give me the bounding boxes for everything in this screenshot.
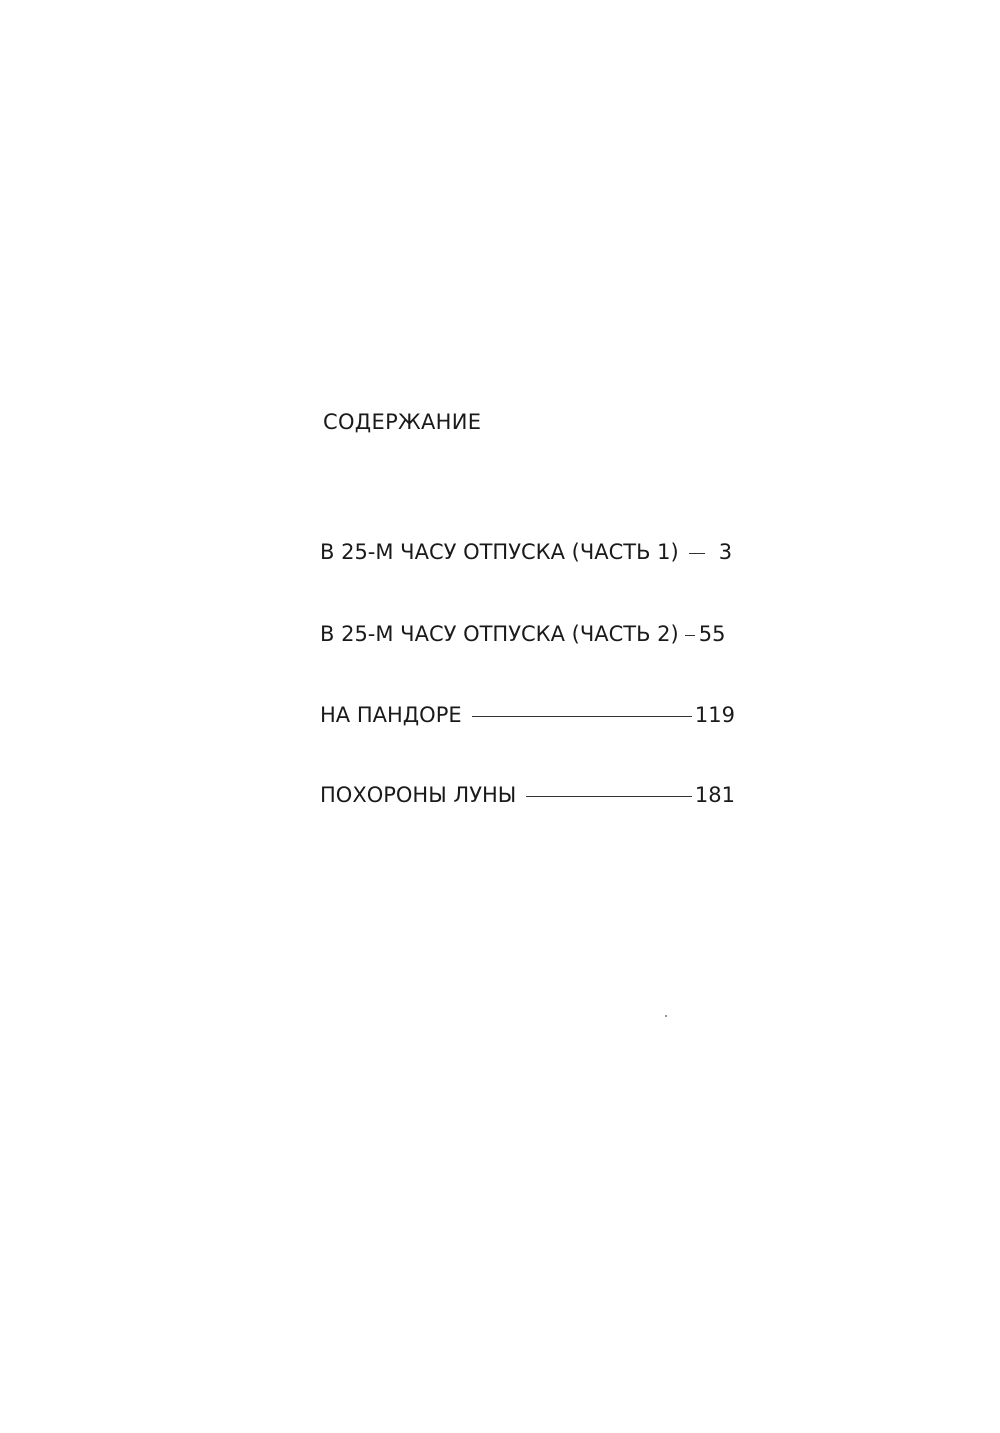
toc-entry[interactable] xyxy=(320,537,735,567)
toc-entry-title: В 25-М ЧАСУ ОТПУСКА (ЧАСТЬ 2) xyxy=(320,622,679,646)
toc-entry-title: НА ПАНДОРЕ xyxy=(320,703,462,727)
toc-entry[interactable] xyxy=(320,619,735,649)
toc-entry-title: ПОХОРОНЫ ЛУНЫ xyxy=(320,783,517,807)
toc-leader-line xyxy=(526,796,692,797)
toc-entry-page: 55 xyxy=(698,622,726,646)
toc-entry-page: 3 xyxy=(718,540,733,564)
toc-entry[interactable] xyxy=(320,780,735,810)
scan-speck xyxy=(665,1015,667,1017)
toc-entry-title: В 25-М ЧАСУ ОТПУСКА (ЧАСТЬ 1) xyxy=(320,540,679,564)
toc-heading: СОДЕРЖАНИЕ xyxy=(323,410,482,434)
toc-entry[interactable] xyxy=(320,700,735,730)
toc-leader-line xyxy=(472,716,692,717)
toc-entry-page: 119 xyxy=(694,703,735,727)
toc-leader-line xyxy=(689,553,705,554)
toc-leader-line xyxy=(685,635,695,636)
toc-entry-page: 181 xyxy=(694,783,735,807)
